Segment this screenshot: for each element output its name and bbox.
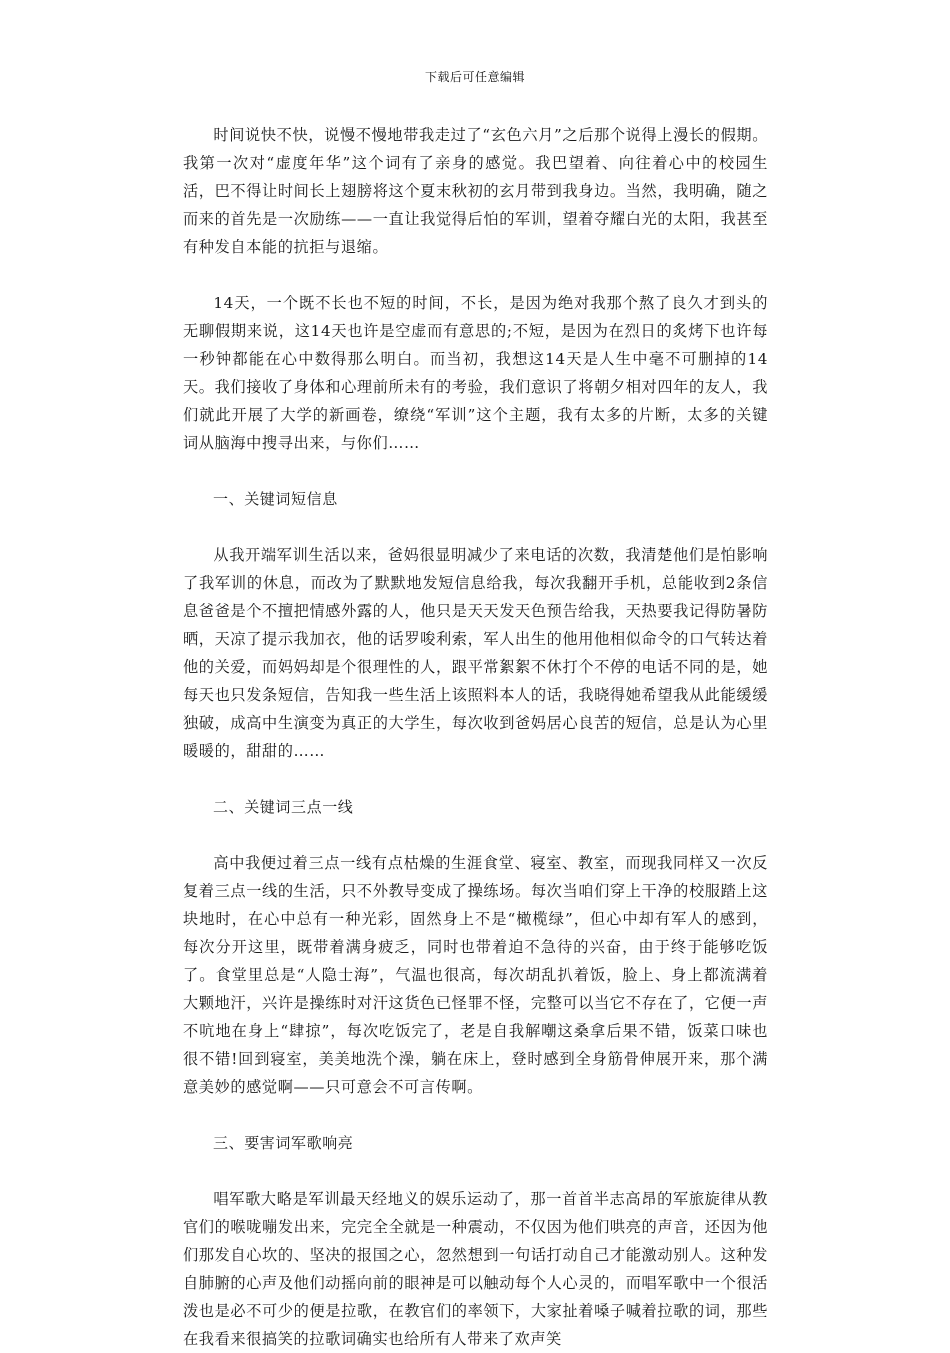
document-body [183, 121, 768, 1353]
paragraph-gap [183, 457, 768, 485]
section-heading-1: 一、关键词短信息 [213, 490, 338, 508]
paragraph-gap [183, 513, 768, 541]
page-header: 下载后可任意编辑 [424, 70, 525, 84]
section-heading-2: 二、关键词三点一线 [213, 798, 354, 816]
paragraph-gap [183, 765, 768, 793]
paragraph-sms: 从我开端军训生活以来，爸妈很显明减少了来电话的次数，我清楚他们是怕影响了我军训的休息，而改为了默默地发短信息给我，每次我翻开手机，总能收到2条信息爸爸是个不擅把情感外露的人，他只是天天发天色预告给我，天热要我记得防暑防晒，天凉了提示我加衣，他的话罗唆利索，军人出生的他用他相似命令的口气转达着他的关爱，而妈妈却是个很理性的人，跟平常絮絮不休打个不停的电话不同的是，她每天也只发条短信，告知我一些生活上该照料本人的话，我晓得她希望我从此能缓缓独破，成高中生演变为真正的大学生，每次收到爸妈居心良苦的短信，总是认为心里暖暖的，甜甜的…… [183, 546, 768, 760]
paragraph-gap [183, 821, 768, 849]
paragraph-gap [183, 261, 768, 289]
paragraph-gap [183, 1157, 768, 1185]
paragraph-fourteen-days: 14天，一个既不长也不短的时间，不长，是因为绝对我那个熬了良久才到头的无聊假期来说，这14天也许是空虚而有意思的;不短，是因为在烈日的炙烤下也许每一秒钟都能在心中数得那么明白。而当初，我想这14天是人生中毫不可删掉的14天。我们接收了身体和心理前所未有的考验，我们意识了将朝夕相对四年的友人，我们就此开展了大学的新画卷，缭绕“军训”这个主题，我有太多的片断，太多的关键词从脑海中搜寻出来，与你们…… [183, 294, 768, 452]
paragraph-intro: 时间说快不快，说慢不慢地带我走过了“玄色六月”之后那个说得上漫长的假期。我第一次对“虚度年华”这个词有了亲身的感觉。我巴望着、向往着心中的校园生活，巴不得让时间长上翅膀将这个夏末秋初的玄月带到我身边。当然，我明确，随之而来的首先是一次励练——一直让我觉得后怕的军训，望着夺耀白光的太阳，我甚至有种发自本能的抗拒与退缩。 [183, 126, 768, 256]
paragraph-gap [183, 1101, 768, 1129]
paragraph-army-songs: 唱军歌大略是军训最天经地义的娱乐运动了，那一首首半志高昂的军旅旋律从教官们的喉咙嘣发出来，完完全全就是一种震动，不仅因为他们哄亮的声音，还因为他们那发自心坎的、坚决的报国之心，忽然想到一句话打动自己才能激动别人。这种发自肺腑的心声及他们动摇向前的眼神是可以触动每个人心灵的，而唱军歌中一个很活泼也是必不可少的便是拉歌，在教官们的率领下，大家扯着嗓子喊着拉歌的词，那些在我看来很搞笑的拉歌词确实也给所有人带来了欢声笑 [183, 1190, 768, 1348]
section-heading-3: 三、要害词军歌响亮 [213, 1134, 354, 1152]
paragraph-three-points: 高中我便过着三点一线有点枯燥的生涯食堂、寝室、教室，而现我同样又一次反复着三点一线的生活，只不外教导变成了操练场。每次当咱们穿上干净的校服踏上这块地时，在心中总有一种光彩，固然身上不是“橄榄绿”，但心中却有军人的感到，每次分开这里，既带着满身疲乏，同时也带着迫不急待的兴奋，由于终于能够吃饭了。食堂里总是“人隐士海”，气温也很高，每次胡乱扒着饭，脸上、身上都流满着大颗地汗，兴许是操练时对汗这货色已怪罪不怪，完整可以当它不存在了，它便一声不吭地在身上“肆掠”，每次吃饭完了，老是自我解嘲这桑拿后果不错，饭菜口味也很不错!回到寝室，美美地洗个澡，躺在床上，登时感到全身筋骨伸展开来，那个满意美妙的感觉啊——只可意会不可言传啊。 [183, 854, 768, 1096]
